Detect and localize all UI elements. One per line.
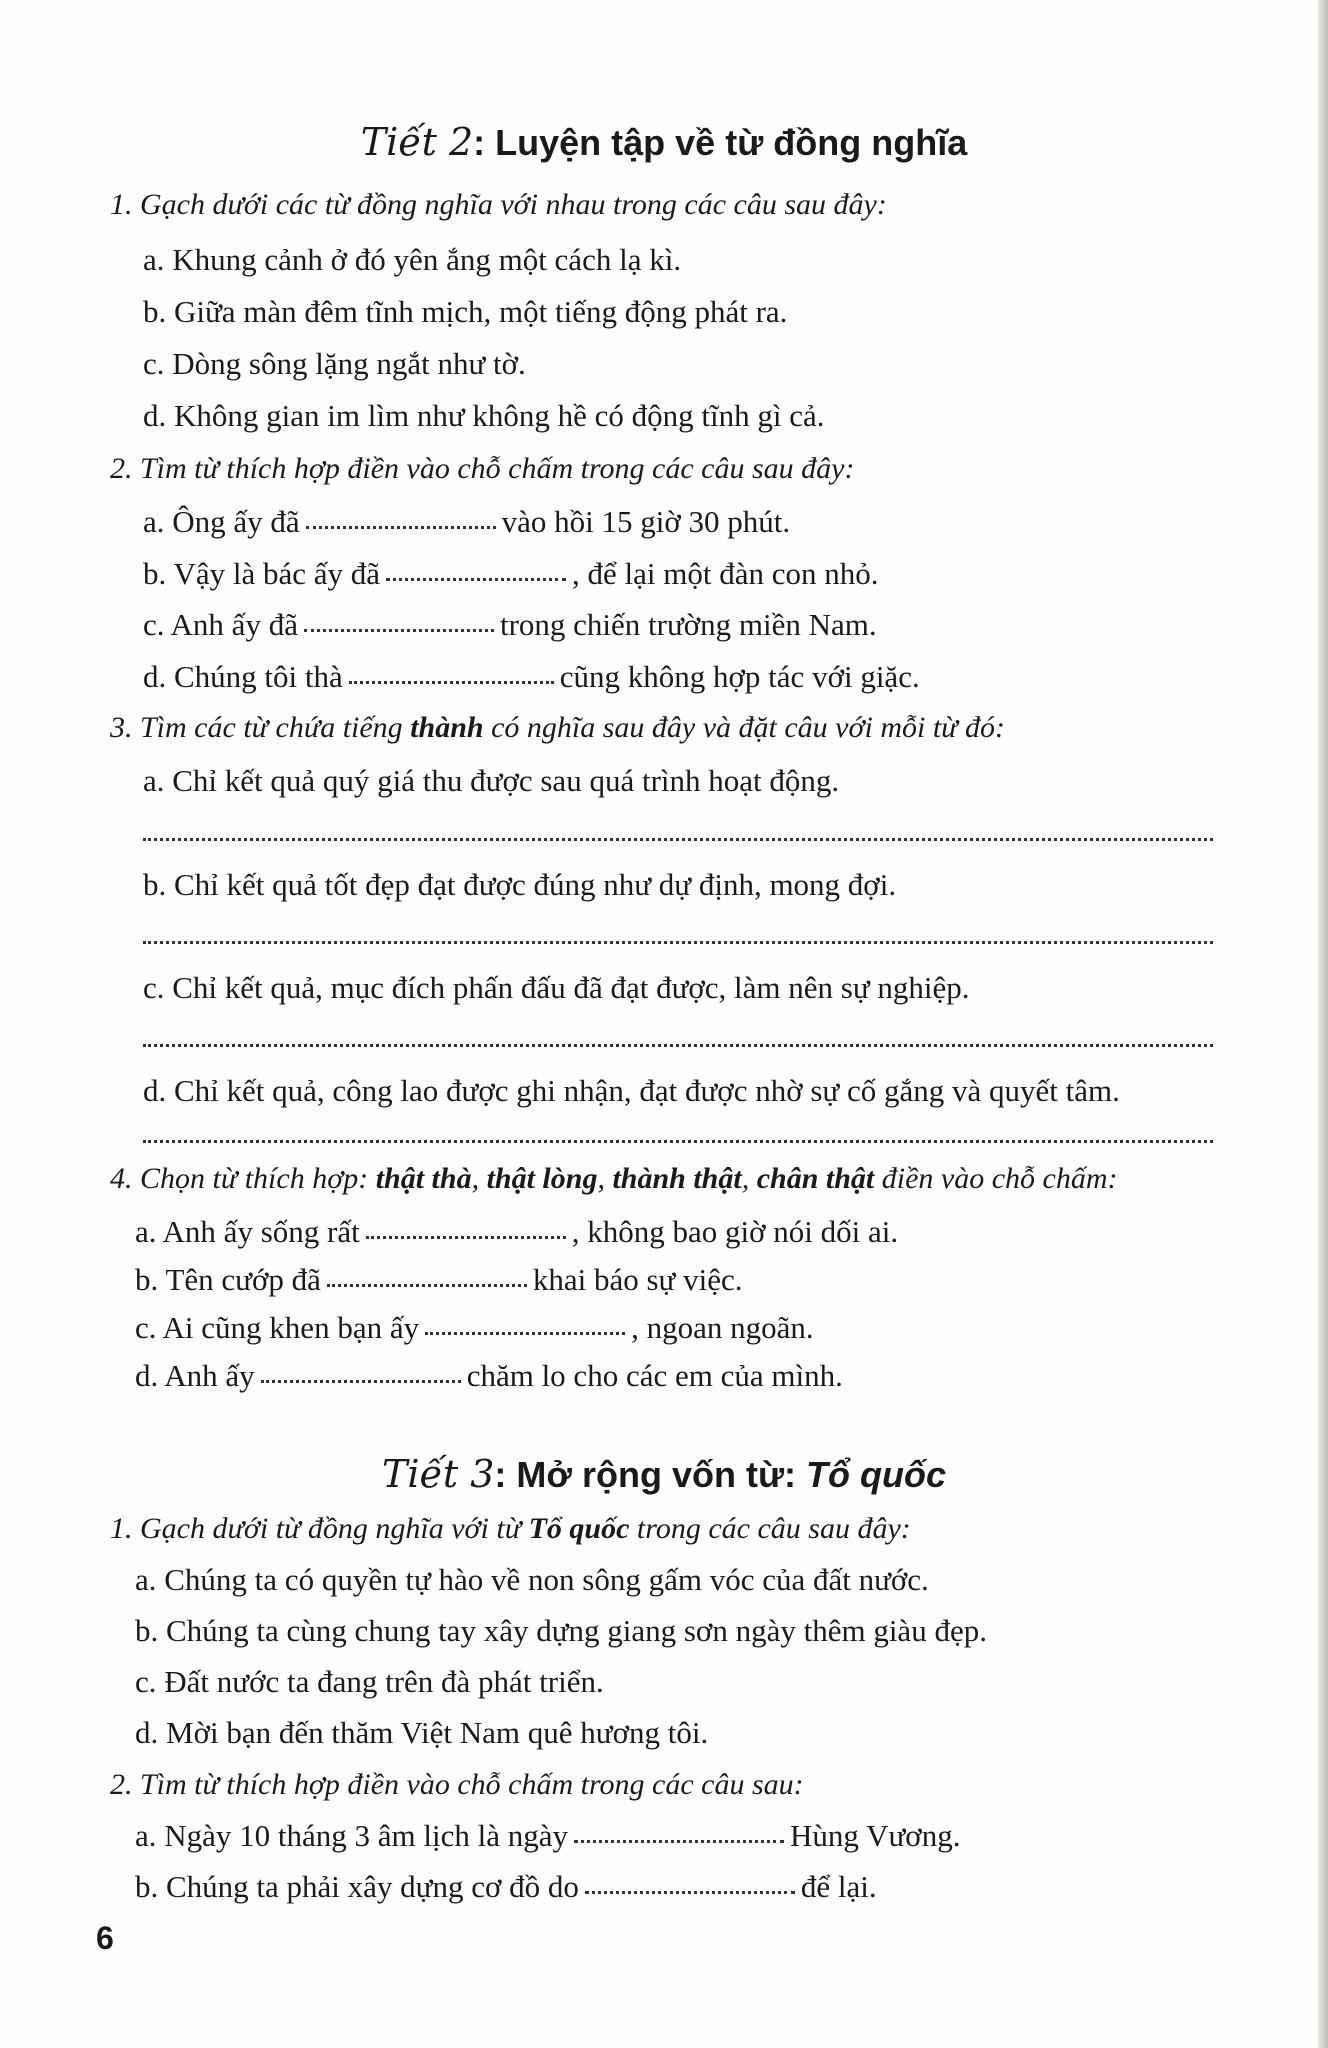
section-title: : Mở rộng vốn từ: xyxy=(494,1454,807,1495)
exercise-3-item-d: d. Chỉ kết quả, công lao được ghi nhận, đạt được nhờ sự cố gắng và quyết tâm. xyxy=(143,1073,1120,1108)
question-text: 3. Tìm các từ chứa tiếng xyxy=(110,711,411,744)
item-d-end: chăm lo cho các em của mình. xyxy=(466,1358,843,1393)
separator: , xyxy=(471,1162,487,1195)
item-c-start: c. Ai cũng khen bạn ấy xyxy=(135,1310,420,1345)
item-c-start: c. Anh ấy đã xyxy=(143,607,298,642)
choice-word-1: thật thà xyxy=(375,1162,472,1195)
page-number: 6 xyxy=(96,1920,114,1956)
item-b-start: b. Vậy là bác ấy đã xyxy=(143,556,380,591)
blank-b[interactable] xyxy=(327,1283,527,1287)
item-d-end: cũng không hợp tác với giặc. xyxy=(559,659,920,694)
exercise-2-question: 2. Tìm từ thích hợp điền vào chỗ chấm trong các câu sau đây: xyxy=(110,452,855,485)
item-b-end: khai báo sự việc. xyxy=(532,1262,743,1297)
item-b-end: để lại. xyxy=(800,1869,877,1904)
item-d-start: d. Chúng tôi thà xyxy=(143,659,343,694)
tiet3-exercise-2-item-a xyxy=(135,1818,960,1854)
item-b-start: b. Tên cướp đã xyxy=(135,1262,321,1297)
exercise-1-item-c: c. Dòng sông lặng ngắt như tờ. xyxy=(143,346,526,381)
exercise-3-item-b: b. Chỉ kết quả tốt đẹp đạt được đúng như dự định, mong đợi. xyxy=(143,867,897,902)
tiet3-exercise-2-item-b xyxy=(135,1869,877,1905)
blank-a[interactable] xyxy=(574,1839,784,1843)
section-label: Tiết 3 xyxy=(382,1452,495,1496)
section-title-topic: Tổ quốc xyxy=(806,1454,946,1495)
exercise-4-item-b xyxy=(135,1262,743,1298)
exercise-3-item-c: c. Chỉ kết quả, mục đích phấn đấu đã đạt được, làm nên sự nghiệp. xyxy=(143,970,970,1005)
item-b-end: , để lại một đàn con nhỏ. xyxy=(572,556,879,591)
tiet3-exercise-1-item-c: c. Đất nước ta đang trên đà phát triển. xyxy=(135,1664,604,1699)
tiet3-exercise-1-item-a: a. Chúng ta có quyền tự hào về non sông gấm vóc của đất nước. xyxy=(135,1562,929,1597)
answer-line-b[interactable] xyxy=(143,941,1213,944)
exercise-2-item-b xyxy=(143,556,879,592)
exercise-1-item-b: b. Giữa màn đêm tĩnh mịch, một tiếng động phát ra. xyxy=(143,294,788,329)
tiet3-exercise-1-item-b: b. Chúng ta cùng chung tay xây dựng giang sơn ngày thêm giàu đẹp. xyxy=(135,1613,987,1648)
item-c-end: , ngoan ngoãn. xyxy=(631,1310,814,1345)
question-text-end: có nghĩa sau đây và đặt câu với mỗi từ đó: xyxy=(483,711,1006,744)
choice-word-3: thành thật xyxy=(612,1162,742,1195)
exercise-4-item-a xyxy=(135,1214,898,1250)
blank-c[interactable] xyxy=(425,1331,625,1335)
exercise-4-item-c xyxy=(135,1310,814,1346)
question-text: 1. Gạch dưới từ đồng nghĩa với từ xyxy=(110,1512,529,1545)
blank-d[interactable] xyxy=(349,680,554,684)
exercise-4-question xyxy=(110,1162,1118,1196)
blank-a[interactable] xyxy=(306,525,496,529)
separator: , xyxy=(597,1162,613,1195)
question-keyword: thành xyxy=(410,711,484,744)
item-c-end: trong chiến trường miền Nam. xyxy=(499,607,877,642)
answer-line-d[interactable] xyxy=(143,1140,1213,1143)
choice-word-4: chân thật xyxy=(756,1162,875,1195)
question-text-end: trong các câu sau đây: xyxy=(629,1512,911,1545)
item-d-start: d. Anh ấy xyxy=(135,1358,255,1393)
blank-b[interactable] xyxy=(585,1890,795,1894)
exercise-1-item-a: a. Khung cảnh ở đó yên ắng một cách lạ kì. xyxy=(143,242,682,277)
page-edge-shadow xyxy=(1318,0,1328,2048)
question-text: 4. Chọn từ thích hợp: xyxy=(110,1162,376,1195)
exercise-2-item-a xyxy=(143,504,790,540)
tiet3-exercise-1-question xyxy=(110,1512,911,1546)
item-a-end: , không bao giờ nói dối ai. xyxy=(571,1214,899,1249)
exercise-2-item-d xyxy=(143,659,920,695)
question-text-end: điền vào chỗ chấm: xyxy=(874,1162,1118,1195)
separator: , xyxy=(741,1162,757,1195)
exercise-4-item-d xyxy=(135,1358,843,1394)
section-title: : Luyện tập về từ đồng nghĩa xyxy=(473,122,968,163)
item-b-start: b. Chúng ta phải xây dựng cơ đồ do xyxy=(135,1869,579,1904)
section-heading-tiet-3 xyxy=(0,1452,1328,1496)
item-a-start: a. Ông ấy đã xyxy=(143,504,300,539)
item-a-end: Hùng Vương. xyxy=(790,1818,961,1853)
exercise-2-item-c xyxy=(143,607,877,643)
blank-d[interactable] xyxy=(261,1379,461,1383)
choice-word-2: thật lòng xyxy=(486,1162,598,1195)
answer-line-c[interactable] xyxy=(143,1044,1213,1047)
tiet3-exercise-2-question: 2. Tìm từ thích hợp điền vào chỗ chấm trong các câu sau: xyxy=(110,1768,804,1801)
exercise-1-question: 1. Gạch dưới các từ đồng nghĩa với nhau trong các câu sau đây: xyxy=(110,188,887,221)
blank-c[interactable] xyxy=(304,628,494,632)
item-a-start: a. Ngày 10 tháng 3 âm lịch là ngày xyxy=(135,1818,569,1853)
question-keyword: Tổ quốc xyxy=(528,1512,630,1545)
item-a-start: a. Anh ấy sống rất xyxy=(135,1214,360,1249)
section-label: Tiết 2 xyxy=(360,120,474,164)
section-heading-tiet-2 xyxy=(0,120,1328,164)
exercise-1-item-d: d. Không gian im lìm như không hề có động tĩnh gì cả. xyxy=(143,398,825,433)
answer-line-a[interactable] xyxy=(143,838,1213,841)
tiet3-exercise-1-item-d: d. Mời bạn đến thăm Việt Nam quê hương tôi. xyxy=(135,1715,709,1750)
item-a-end: vào hồi 15 giờ 30 phút. xyxy=(501,504,791,539)
exercise-3-question xyxy=(110,711,1005,745)
blank-b[interactable] xyxy=(386,577,566,581)
blank-a[interactable] xyxy=(366,1235,566,1239)
exercise-3-item-a: a. Chỉ kết quả quý giá thu được sau quá trình hoạt động. xyxy=(143,763,840,798)
